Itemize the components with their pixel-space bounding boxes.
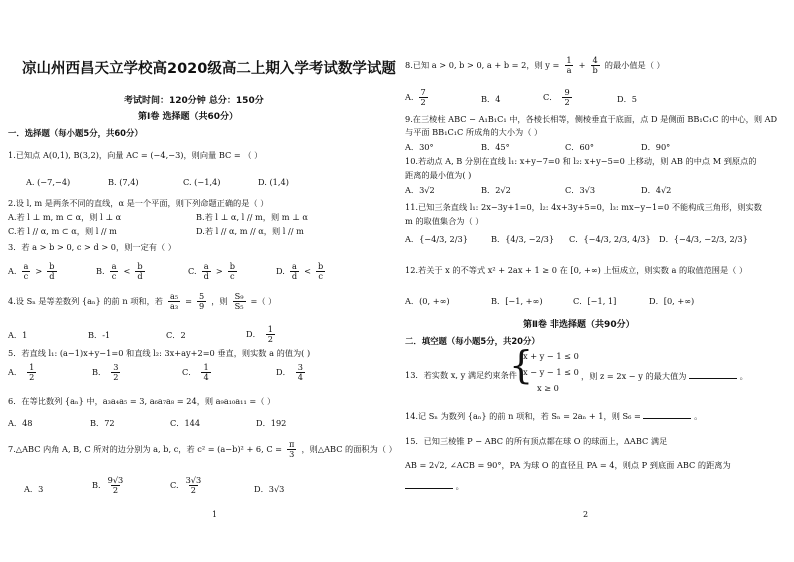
q2-stem: 2.设 l, m 是两条不同的直线，α 是一个平面，则下列命题正确的是（ ） bbox=[8, 198, 269, 208]
q3-option-b: B. $\frac{a}{c}$ < $\frac{b}{d}$ bbox=[96, 261, 143, 281]
section1-header: 一．选择题（每小题5分，共60分） bbox=[8, 128, 143, 138]
q7-option-c: C. $\frac{3√3}{2}$ bbox=[170, 475, 202, 495]
q7-option-b: B. $\frac{9√3}{2}$ bbox=[92, 475, 124, 495]
q15-line2: AB = 2√2, ∠ACB = 90°，PA 为球 O 的直径且 PA = 4，则点 P 到底面 ABC 的距离为 bbox=[405, 460, 731, 470]
q8-option-a: A. $\frac{7}{2}$ bbox=[405, 87, 426, 107]
q2-option-c: C.若 l // α, m ⊂ α，则 l // m bbox=[8, 226, 117, 236]
q2-option-d: D.若 l // α, m // α，则 l // m bbox=[196, 226, 304, 236]
q10-option-c: C．3√3 bbox=[565, 185, 596, 195]
q9-stem-line2: 与平面 BB₁C₁C 所成角的大小为（ ） bbox=[405, 127, 543, 137]
q6-option-a: A．48 bbox=[8, 418, 33, 428]
q12-stem: 12.若关于 x 的不等式 x² + 2ax + 1 ≥ 0 在 [0, +∞) 上恒成立，则实数 a 的取值范围是（ ） bbox=[405, 265, 748, 275]
q6-option-b: B．72 bbox=[90, 418, 115, 428]
q14-answer-blank[interactable] bbox=[643, 410, 691, 419]
q2-option-a: A.若 l ⊥ m, m ⊂ α，则 l ⊥ α bbox=[8, 212, 122, 222]
q4-option-a: A．1 bbox=[8, 330, 28, 340]
q4-option-d: D． $\frac{1}{2}$ bbox=[246, 324, 273, 344]
q3-option-d: D. $\frac{a}{d}$ < $\frac{b}{c}$ bbox=[276, 261, 324, 281]
q6-option-d: D．192 bbox=[256, 418, 287, 428]
q1-option-c: C. (−1,4) bbox=[183, 177, 221, 187]
q9-option-d: D．90° bbox=[641, 142, 671, 152]
q12-option-a: A．(0, +∞) bbox=[405, 296, 450, 306]
q9-stem-line1: 9.在三棱柱 ABC − A₁B₁C₁ 中，各棱长相等，侧棱垂直于底面，点 D 是侧面 BB₁C₁C 的中心，则 AD bbox=[405, 114, 778, 124]
q11-option-c: C．{−4/3, 2/3, 4/3} bbox=[569, 234, 651, 244]
q6-stem: 6．在等比数列 {aₙ} 中，a₃a₄a₅ = 3, a₆a₇a₈ = 24，则 a₉a₁₀a₁₁ =（ ） bbox=[8, 396, 276, 406]
q11-stem-line2: m 的取值集合为（ ） bbox=[405, 216, 484, 226]
q5-option-a: A． $\frac{1}{2}$ bbox=[8, 362, 35, 382]
q12-option-d: D．[0, +∞) bbox=[649, 296, 695, 306]
q4-option-b: B．-1 bbox=[88, 330, 111, 340]
q9-option-c: C．60° bbox=[565, 142, 594, 152]
q7-stem: 7.△ABC 内角 A, B, C 所对的边分别为 a, b, c，若 c² = (a−b)² + 6, C = $\frac{\pi}{3}$ ，则△ABC 的面积为（ ） bbox=[8, 439, 397, 459]
q2-option-b: B.若 l ⊥ α, l // m，则 m ⊥ α bbox=[196, 212, 308, 222]
q8-option-c: C． $\frac{9}{2}$ bbox=[543, 87, 570, 107]
part2-header: 第Ⅱ卷 非选择题（共90分） bbox=[523, 320, 635, 330]
q10-stem-line1: 10.若动点 A, B 分别在直线 l₁: x+y−7=0 和 l₂: x+y−5=0 上移动，则 AB 的中点 M 到原点的 bbox=[405, 156, 757, 166]
q13-prefix: 13．若实数 x, y 满足约束条件 bbox=[405, 370, 517, 380]
q10-option-a: A．3√2 bbox=[405, 185, 435, 195]
q5-option-c: C． $\frac{1}{4}$ bbox=[182, 362, 209, 382]
q15-line3: 。 bbox=[405, 480, 464, 492]
q11-option-d: D．{−4/3, −2/3, 2/3} bbox=[659, 234, 748, 244]
q13-constraint-3: x ≥ 0 bbox=[537, 383, 559, 393]
q4-stem: 4.设 Sₙ 是等差数列 {aₙ} 的前 n 项和，若 $\frac{\text{a₅}}{\text{a₃}}$ = $\frac{5}{9}$ ，则 $\frac{\text{S₉}}{\text{S₅}}$ =（ ） bbox=[8, 291, 277, 311]
q3-option-c: C. $\frac{a}{d}$ > $\frac{b}{c}$ bbox=[188, 261, 235, 281]
q5-option-b: B． $\frac{3}{2}$ bbox=[92, 362, 119, 382]
q8-stem: 8.已知 a > 0, b > 0, a + b = 2，则 y = $\frac{1}{a}$ + $\frac{4}{b}$ 的最小值是（ ） bbox=[405, 55, 665, 75]
q3-stem: 3．若 a > b > 0, c > d > 0，则一定有（ ） bbox=[8, 242, 176, 252]
q1-option-a: A. (−7,−4) bbox=[26, 177, 71, 187]
q1-option-d: D. (1,4) bbox=[258, 177, 289, 187]
q8-option-d: D．5 bbox=[617, 94, 637, 104]
right-column bbox=[397, 0, 794, 562]
q15-answer-blank[interactable] bbox=[405, 480, 453, 489]
q5-option-d: D． $\frac{3}{4}$ bbox=[276, 362, 303, 382]
q11-option-a: A．{−4/3, 2/3} bbox=[405, 234, 468, 244]
q7-option-d: D．3√3 bbox=[254, 484, 285, 494]
q12-option-b: B．[−1, +∞) bbox=[491, 296, 543, 306]
q10-stem-line2: 距离的最小值为( ) bbox=[405, 170, 472, 180]
q6-option-c: C．144 bbox=[170, 418, 201, 428]
q14-stem: 14.记 Sₙ 为数列 {aₙ} 的前 n 项和，若 Sₙ = 2aₙ + 1，则 S₆ = 。 bbox=[405, 411, 703, 421]
q11-option-b: B．{4/3, −2/3} bbox=[491, 234, 555, 244]
q13-constraint-1: x + y − 1 ≤ 0 bbox=[523, 351, 579, 361]
q1-option-b: B. (7,4) bbox=[108, 177, 139, 187]
q11-stem-line1: 11.已知三条直线 l₁: 2x−3y+1=0，l₂: 4x+3y+5=0，l₃: mx−y−1=0 不能构成三角形，则实数 bbox=[405, 202, 762, 212]
q13-suffix: ，则 z = 2x − y 的最大值为 。 bbox=[581, 371, 748, 381]
page-number-left: 1 bbox=[212, 510, 218, 519]
q9-option-b: B．45° bbox=[481, 142, 510, 152]
section2-header: 二．填空题（每小题5分，共20分） bbox=[405, 336, 540, 346]
q10-option-b: B．2√2 bbox=[481, 185, 511, 195]
q7-option-a: A．3 bbox=[24, 484, 44, 494]
exam-info: 考试时间：120分钟 总分：150分 bbox=[124, 96, 264, 106]
q3-option-a: A. $\frac{a}{c}$ > $\frac{b}{d}$ bbox=[8, 261, 55, 281]
q4-option-c: C．2 bbox=[166, 330, 186, 340]
q5-stem: 5．若直线 l₁: (a−1)x+y−1=0 和直线 l₂: 3x+ay+2=0 垂直，则实数 a 的值为( ) bbox=[8, 348, 311, 358]
q13-constraint-2: x − y − 1 ≤ 0 bbox=[523, 367, 579, 377]
q1-stem: 1.已知点 A(0,1), B(3,2)，向量 AC = (−4,−3)，则向量 BC = （ ） bbox=[8, 150, 263, 160]
q15-line1: 15．已知三棱锥 P − ABC 的所有顶点都在球 O 的球面上，ΔABC 满足 bbox=[405, 436, 668, 446]
q13-answer-blank[interactable] bbox=[689, 370, 737, 379]
page-number-right: 2 bbox=[583, 510, 589, 519]
q13-brace: { bbox=[509, 343, 534, 387]
exam-title: 凉山州西昌天立学校高2020级高二上期入学考试数学试题 bbox=[22, 61, 396, 77]
q9-option-a: A．30° bbox=[405, 142, 434, 152]
part1-header: 第Ⅰ卷 选择题（共60分） bbox=[138, 112, 239, 122]
q12-option-c: C．[−1, 1] bbox=[573, 296, 617, 306]
q10-option-d: D．4√2 bbox=[641, 185, 672, 195]
q8-option-b: B．4 bbox=[481, 94, 501, 104]
